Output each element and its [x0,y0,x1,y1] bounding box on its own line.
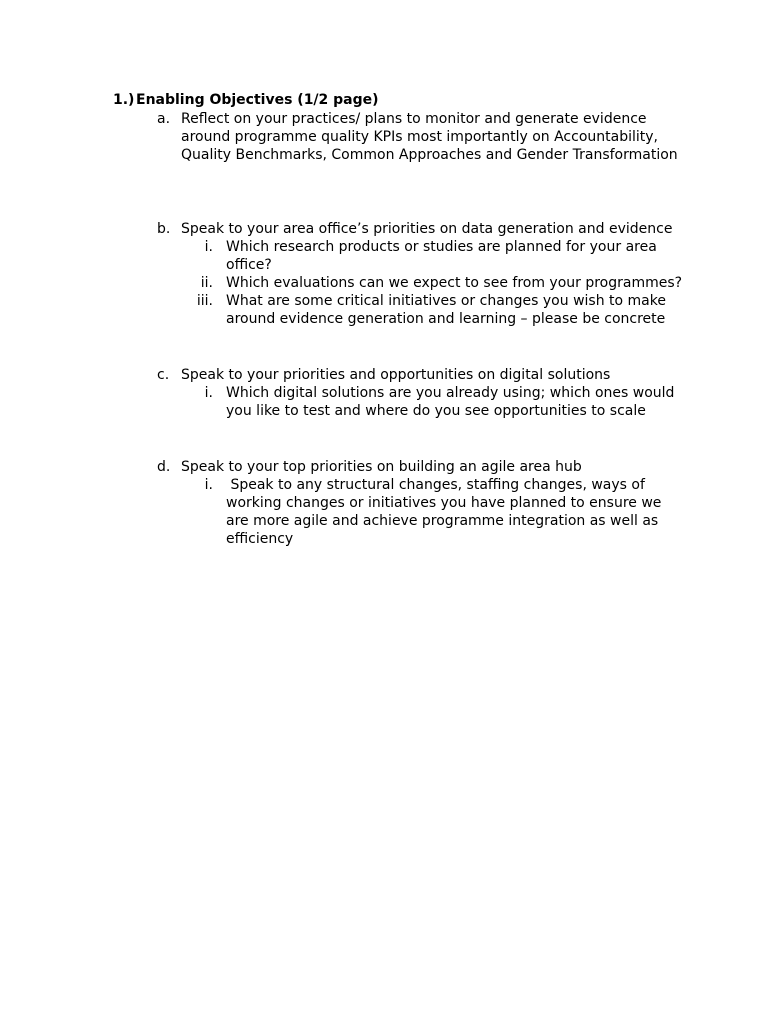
sublist-item-text-line: What are some critical initiatives or changes you wish to make [226,293,666,309]
sublist-item-text-line: are more agile and achieve programme integration as well as [226,513,659,529]
list-marker: b. [157,221,171,237]
list-item-text-line: Speak to your area office’s priorities on data generation and evidence [181,221,673,237]
sublist-item-text-line: you like to test and where do you see opportunities to scale [226,403,646,419]
sublist-item-text-line: Which research products or studies are planned for your area [226,239,657,255]
section-number: 1.) [113,92,135,108]
sublist-item-text-line: efficiency [226,531,294,547]
list-item-text-line: Reflect on your practices/ plans to monitor and generate evidence [181,111,647,127]
sublist-marker: i. [204,385,213,401]
sublist-item-text-line: Which digital solutions are you already using; which ones would [226,385,675,401]
list-marker: a. [157,111,171,127]
sublist-marker: ii. [200,275,213,291]
sublist-marker: i. [204,477,213,493]
sublist-item-text-line: Which evaluations can we expect to see from your programmes? [226,275,683,291]
list-marker: c. [157,367,170,383]
list-item-text-line: around programme quality KPIs most importantly on Accountability, [181,129,658,145]
list-marker: d. [157,459,171,475]
sublist-marker: iii. [196,293,213,309]
sublist-item-text-line: around evidence generation and learning – please be concrete [226,311,666,327]
list-item-text-line: Speak to your priorities and opportunities on digital solutions [181,367,611,383]
sublist-marker: i. [204,239,213,255]
sublist-item-text-line: office? [226,257,272,273]
list-item-text-line: Quality Benchmarks, Common Approaches and Gender Transformation [181,147,678,163]
sublist-item-text-line: working changes or initiatives you have planned to ensure we [226,495,662,511]
sublist-item-text-line: Speak to any structural changes, staffing changes, ways of [226,477,645,493]
section-title: Enabling Objectives (1/2 page) [136,92,379,108]
list-item-text-line: Speak to your top priorities on building an agile area hub [181,459,582,475]
